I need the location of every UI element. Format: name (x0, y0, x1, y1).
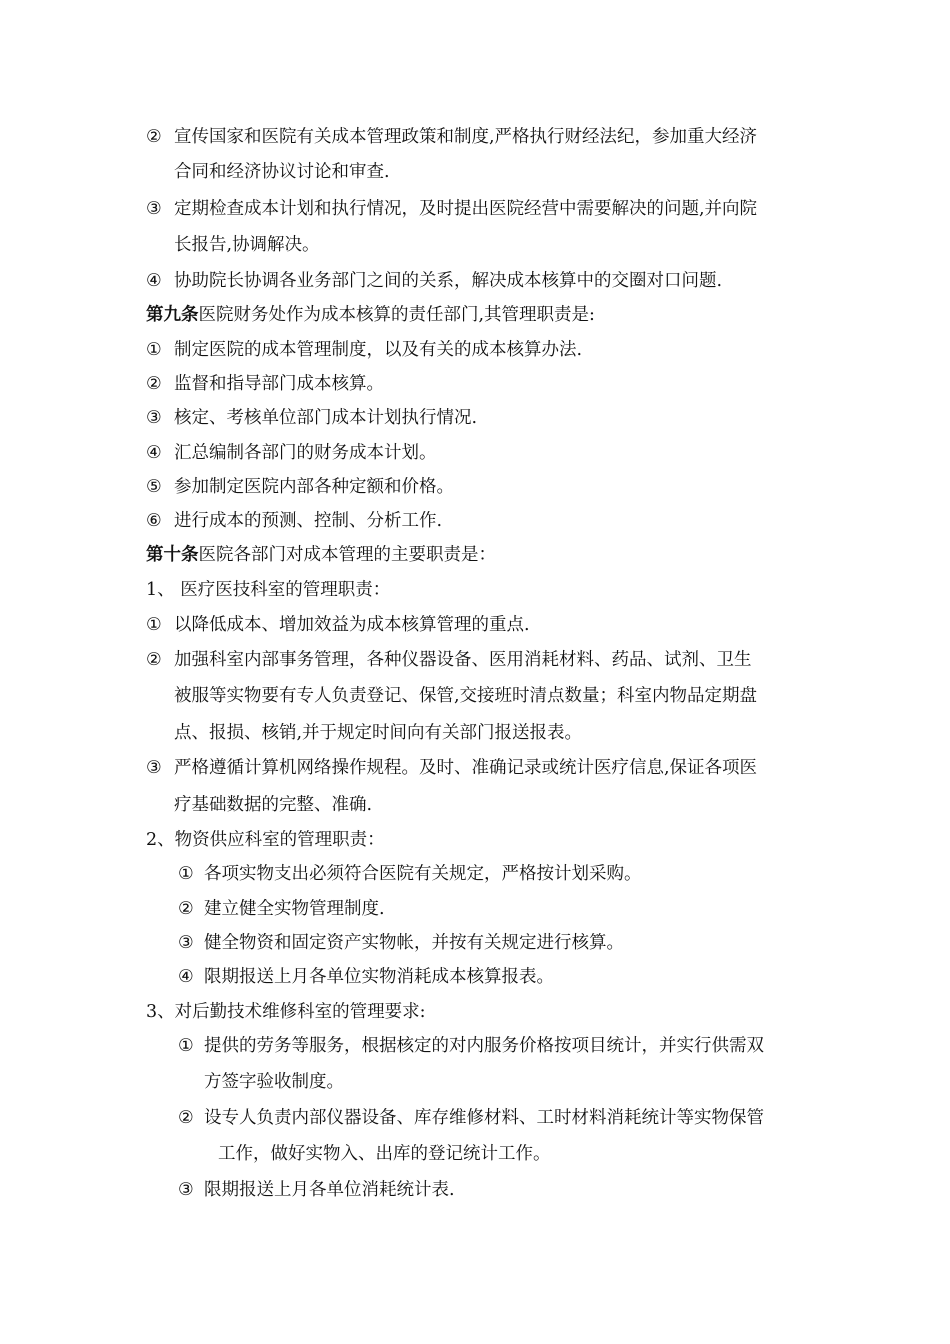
item-text: 严格遵循计算机网络操作规程。及时、准确记录或统计医疗信息,保证各项医 (174, 758, 758, 778)
list-item (178, 897, 385, 921)
item-text: 设专人负责内部仪器设备、库存维修材料、工时材料消耗统计等实物保管 (204, 1108, 764, 1128)
list-item-continuation (174, 160, 390, 184)
item-marker: ② (146, 650, 162, 670)
list-item-continuation (174, 684, 757, 708)
list-item (178, 965, 554, 989)
list-item (178, 862, 642, 886)
item-text: 疗基础数据的完整、准确. (174, 795, 373, 815)
item-marker: ③ (178, 1180, 194, 1200)
item-marker: ① (146, 340, 162, 360)
item-text: 协助院长协调各业务部门之间的关系，解决成本核算中的交圈对口问题. (174, 271, 723, 291)
item-marker: ⑥ (146, 511, 162, 531)
section-text: 1、 医疗医技科室的管理职责： (146, 580, 391, 600)
article-text: 医院财务处作为成本核算的责任部门,其管理职责是: (198, 305, 595, 325)
item-text: 定期检查成本计划和执行情况，及时提出医院经营中需要解决的问题,并向院 (174, 199, 758, 219)
item-text: 参加制定医院内部各种定额和价格。 (174, 477, 454, 497)
item-marker: ① (146, 615, 162, 635)
section-heading (146, 828, 385, 852)
article-number: 第十条 (146, 545, 199, 565)
item-marker: ③ (146, 199, 162, 219)
list-item (146, 338, 582, 362)
item-text: 合同和经济协议讨论和审查. (174, 162, 390, 182)
item-marker: ② (146, 374, 162, 394)
list-item (178, 1178, 455, 1202)
item-marker: ④ (146, 443, 162, 463)
item-text: 工作，做好实物入、出库的登记统计工作。 (218, 1144, 551, 1164)
item-text: 限期报送上月各单位消耗统计表. (204, 1180, 455, 1200)
item-text: 建立健全实物管理制度. (204, 899, 385, 919)
item-text: 监督和指导部门成本核算。 (174, 374, 384, 394)
item-marker: ③ (146, 408, 162, 428)
item-marker: ② (178, 899, 194, 919)
article-number: 第九条 (146, 305, 199, 325)
item-marker: ③ (146, 758, 162, 778)
item-marker: ② (178, 1108, 194, 1128)
list-item (146, 441, 437, 465)
list-item-continuation (174, 721, 582, 745)
list-item (146, 406, 477, 430)
list-item (146, 269, 722, 293)
item-text: 方签字验收制度。 (204, 1072, 344, 1092)
list-item (178, 1106, 764, 1130)
list-item (146, 613, 530, 637)
list-item-continuation (218, 1142, 551, 1166)
item-text: 长报告,协调解决。 (174, 235, 320, 255)
section-heading (146, 578, 390, 602)
article-heading-line (146, 543, 496, 567)
item-text: 各项实物支出必须符合医院有关规定，严格按计划采购。 (204, 864, 642, 884)
section-text: 2、物资供应科室的管理职责： (146, 830, 385, 850)
list-item (146, 372, 384, 396)
item-text: 被服等实物要有专人负责登记、保管,交接班时清点数量；科室内物品定期盘 (174, 686, 758, 706)
item-text: 制定医院的成本管理制度，以及有关的成本核算办法. (174, 340, 583, 360)
item-marker: ④ (146, 271, 162, 291)
list-item (146, 197, 757, 221)
item-text: 进行成本的预测、控制、分析工作. (174, 511, 443, 531)
item-text: 宣传国家和医院有关成本管理政策和制度,严格执行财经法纪，参加重大经济 (174, 127, 758, 147)
item-marker: ⑤ (146, 477, 162, 497)
item-text: 核定、考核单位部门成本计划执行情况. (174, 408, 478, 428)
item-marker: ① (178, 1036, 194, 1056)
item-marker: ② (146, 127, 162, 147)
item-text: 以降低成本、增加效益为成本核算管理的重点. (174, 615, 530, 635)
item-text: 提供的劳务等服务，根据核定的对内服务价格按项目统计，并实行供需双 (204, 1036, 764, 1056)
list-item-continuation (174, 233, 320, 257)
item-text: 加强科室内部事务管理，各种仪器设备、医用消耗材料、药品、试剂、卫生 (174, 650, 752, 670)
list-item (178, 1034, 764, 1058)
list-item (146, 125, 757, 149)
list-item (146, 756, 757, 780)
item-text: 限期报送上月各单位实物消耗成本核算报表。 (204, 967, 554, 987)
article-heading-line (146, 303, 595, 327)
article-text: 医院各部门对成本管理的主要职责是： (198, 545, 496, 565)
section-heading (146, 1000, 426, 1024)
list-item (146, 475, 454, 499)
item-marker: ③ (178, 933, 194, 953)
item-marker: ① (178, 864, 194, 884)
list-item-continuation (204, 1070, 344, 1094)
item-marker: ④ (178, 967, 194, 987)
list-item (146, 509, 442, 533)
list-item (178, 931, 624, 955)
item-text: 汇总编制各部门的财务成本计划。 (174, 443, 437, 463)
item-text: 点、报损、核销,并于规定时间向有关部门报送报表。 (174, 723, 583, 743)
section-text: 3、对后勤技术维修科室的管理要求: (146, 1002, 426, 1022)
list-item (146, 648, 752, 672)
list-item-continuation (174, 793, 372, 817)
item-text: 健全物资和固定资产实物帐，并按有关规定进行核算。 (204, 933, 624, 953)
